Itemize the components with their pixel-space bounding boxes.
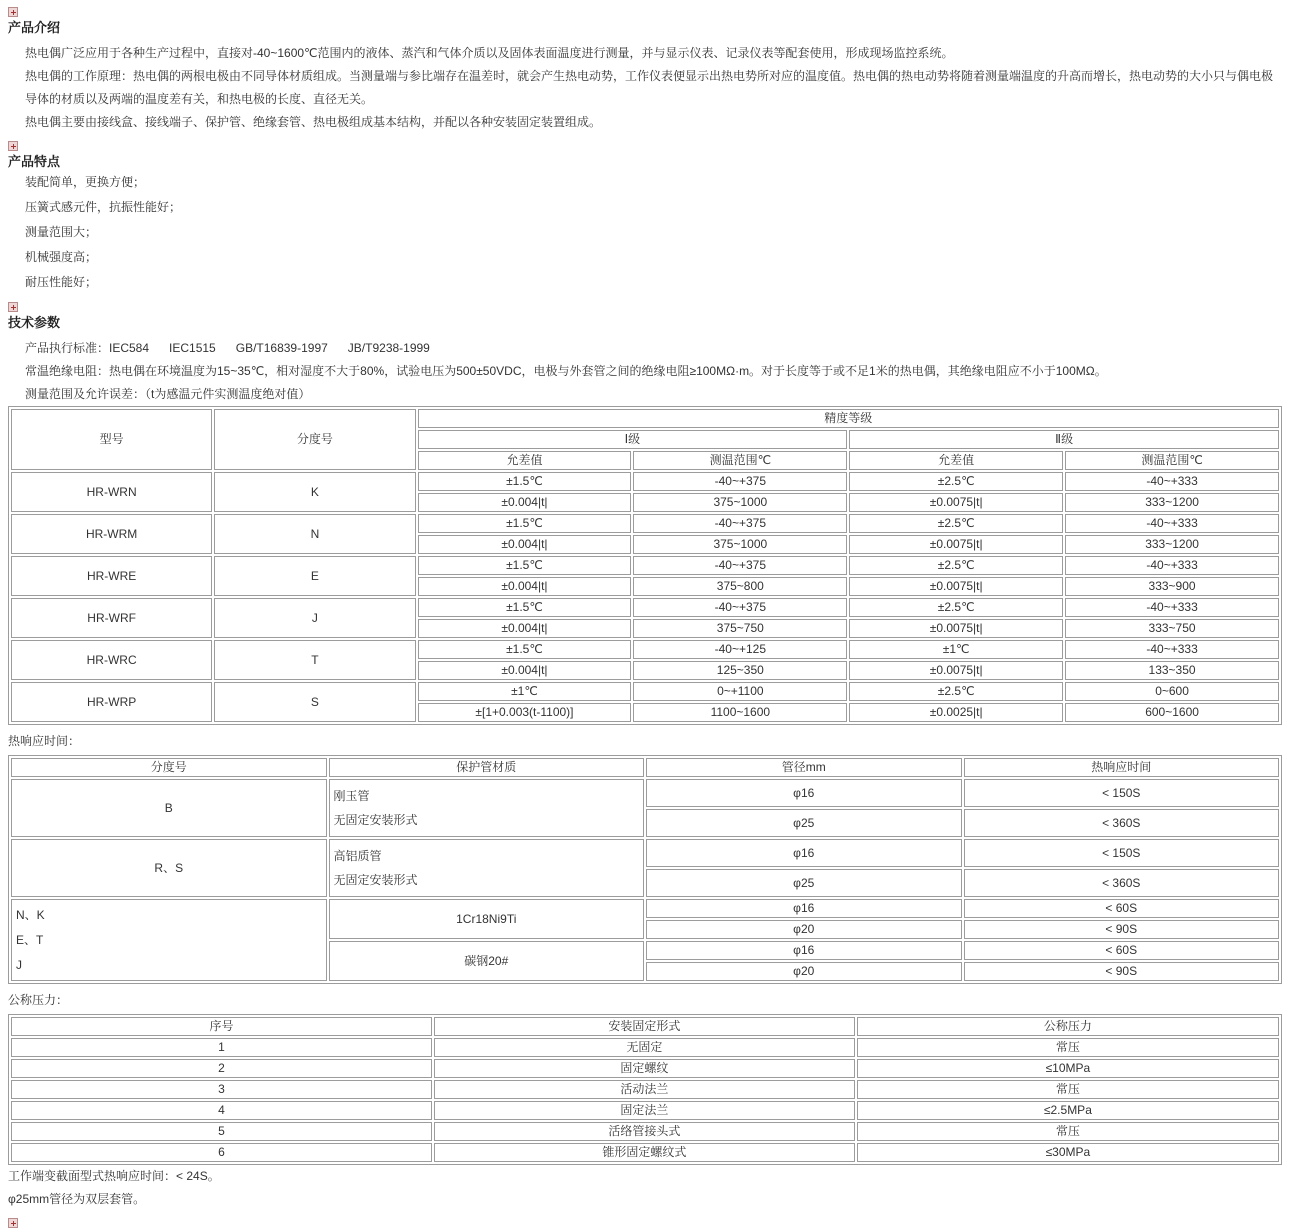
mount-type-cell: 活动法兰 — [434, 1080, 855, 1099]
broken-image-row — [8, 6, 1282, 17]
range-cell: -40~+333 — [1065, 472, 1279, 491]
range-cell: 0~600 — [1065, 682, 1279, 701]
footer-note-1: 工作端变截面型式热响应时间：< 24S。 — [8, 1169, 220, 1183]
tolerance-cell: ±0.004|t| — [418, 661, 632, 680]
pressure-cell: 常压 — [857, 1122, 1279, 1141]
range-cell: 333~900 — [1065, 577, 1279, 596]
range-tolerance-table — [8, 406, 1282, 725]
tolerance-cell: ±1.5℃ — [418, 472, 632, 491]
col-header-mount-type: 安装固定形式 — [434, 1017, 855, 1036]
col-header-response-time: 热响应时间 — [964, 758, 1280, 777]
graduation-cell: E — [214, 556, 415, 596]
response-time-cell: < 150S — [964, 779, 1280, 807]
table-row — [11, 1101, 1279, 1120]
range-cell: 0~+1100 — [633, 682, 847, 701]
range-cell: -40~+333 — [1065, 640, 1279, 659]
tolerance-cell: ±2.5℃ — [849, 556, 1063, 575]
table-row — [11, 1080, 1279, 1099]
range-cell: 600~1600 — [1065, 703, 1279, 722]
range-cell: -40~+375 — [633, 472, 847, 491]
broken-image-row — [8, 301, 1282, 312]
broken-image-icon — [8, 7, 18, 17]
table-row — [11, 640, 1279, 659]
table-row — [11, 839, 1279, 867]
tolerance-cell: ±2.5℃ — [849, 682, 1063, 701]
tolerance-cell: ±2.5℃ — [849, 514, 1063, 533]
col-header-accuracy: 精度等级 — [418, 409, 1279, 428]
standards-line: 产品执行标准：IEC584 IEC1515 GB/T16839-1997 JB/T9238-1999 — [25, 341, 430, 355]
material-line: 高铝质管 — [333, 849, 382, 863]
tolerance-cell: ±0.0025|t| — [849, 703, 1063, 722]
material-cell: 碳钢20# — [329, 941, 645, 981]
model-cell: HR-WRM — [11, 514, 212, 554]
tolerance-cell: ±1℃ — [418, 682, 632, 701]
tolerance-cell: ±1.5℃ — [418, 598, 632, 617]
range-cell: -40~+125 — [633, 640, 847, 659]
col-header-range: 测温范围℃ — [633, 451, 847, 470]
range-cell: -40~+375 — [633, 514, 847, 533]
table-row — [11, 779, 1279, 807]
table-row — [11, 514, 1279, 533]
tolerance-cell: ±1.5℃ — [418, 556, 632, 575]
table-header-row — [11, 409, 1279, 428]
range-cell: 375~800 — [633, 577, 847, 596]
feature-item-4: 机械强度高； — [25, 250, 98, 264]
feature-item-5: 耐压性能好； — [25, 275, 98, 289]
section-title-intro: 产品介绍 — [8, 20, 61, 35]
section-title-features: 产品特点 — [8, 154, 61, 169]
response-time-cell: < 360S — [964, 809, 1280, 837]
col-header-graduation: 分度号 — [214, 409, 415, 470]
graduation-line: J — [16, 957, 22, 972]
mount-type-cell: 固定螺纹 — [434, 1059, 855, 1078]
tolerance-cell: ±0.004|t| — [418, 493, 632, 512]
model-cell: HR-WRE — [11, 556, 212, 596]
table-row — [11, 682, 1279, 701]
graduation-cell: J — [214, 598, 415, 638]
graduation-cell: N — [214, 514, 415, 554]
tolerance-cell: ±0.004|t| — [418, 577, 632, 596]
mount-type-cell: 锥形固定螺纹式 — [434, 1143, 855, 1162]
thermal-response-table — [8, 755, 1282, 984]
model-cell: HR-WRN — [11, 472, 212, 512]
graduation-cell — [11, 899, 327, 981]
col-header-class2: Ⅱ级 — [849, 430, 1279, 449]
pressure-cell: 常压 — [857, 1080, 1279, 1099]
intro-paragraph-2: 热电偶的工作原理：热电偶的两根电极由不同导体材质组成。当测量端与参比端存在温差时，就会产生热电动势，工作仪表便显示出热电势所对应的温度值。热电偶的热电动势将随着测量端温度的升高而增长，热电动势的大小只与偶电极导体的材质以及两端的温度差有关，和热电极的长度、直径无关。 — [25, 69, 1274, 106]
footer-note-2: φ25mm管径为双层套管。 — [8, 1192, 146, 1206]
table-row — [11, 1059, 1279, 1078]
tolerance-cell: ±0.004|t| — [418, 619, 632, 638]
table-row — [11, 1122, 1279, 1141]
intro-paragraph-3: 热电偶主要由接线盒、接线端子、保护管、绝缘套管、热电极组成基本结构，并配以各种安装固定装置组成。 — [25, 115, 602, 129]
intro-paragraphs — [8, 42, 1282, 134]
col-header-range: 测温范围℃ — [1065, 451, 1279, 470]
range-cell: 333~1200 — [1065, 493, 1279, 512]
nominal-pressure-table — [8, 1014, 1282, 1165]
pressure-cell: ≤2.5MPa — [857, 1101, 1279, 1120]
response-time-cell: < 150S — [964, 839, 1280, 867]
range-cell: 375~1000 — [633, 535, 847, 554]
table-row — [11, 1038, 1279, 1057]
response-time-cell: < 90S — [964, 962, 1280, 981]
number-cell: 4 — [11, 1101, 432, 1120]
range-error-line: 测量范围及允许误差：（t为感温元件实测温度绝对值） — [25, 387, 311, 401]
range-cell: -40~+333 — [1065, 556, 1279, 575]
tolerance-cell: ±[1+0.003(t-1100)] — [418, 703, 632, 722]
range-cell: -40~+333 — [1065, 514, 1279, 533]
range-cell: -40~+333 — [1065, 598, 1279, 617]
col-header-tolerance: 允差值 — [849, 451, 1063, 470]
broken-image-row — [8, 1217, 1282, 1228]
graduation-cell: R、S — [11, 839, 327, 897]
range-cell: 333~1200 — [1065, 535, 1279, 554]
col-header-material: 保护管材质 — [329, 758, 645, 777]
number-cell: 5 — [11, 1122, 432, 1141]
tolerance-cell: ±0.004|t| — [418, 535, 632, 554]
col-header-class1: Ⅰ级 — [418, 430, 848, 449]
col-header-model: 型号 — [11, 409, 212, 470]
graduation-line: E、T — [16, 932, 44, 947]
diameter-cell: φ16 — [646, 839, 962, 867]
insulation-line: 常温绝缘电阻：热电偶在环境温度为15~35℃，相对湿度不大于80%，试验电压为500±50VDC，电极与外套管之间的绝缘电阻≥100MΩ·m。对于长度等于或不足1米的热电偶，其绝缘电阻应不小于100MΩ。 — [25, 364, 1107, 378]
graduation-cell: K — [214, 472, 415, 512]
col-header-number: 序号 — [11, 1017, 432, 1036]
pressure-cell: ≤30MPa — [857, 1143, 1279, 1162]
broken-image-row — [8, 140, 1282, 151]
model-cell: HR-WRF — [11, 598, 212, 638]
tolerance-cell: ±0.0075|t| — [849, 493, 1063, 512]
table-row — [11, 556, 1279, 575]
col-header-diameter: 管径mm — [646, 758, 962, 777]
table-row — [11, 1143, 1279, 1162]
range-cell: 125~350 — [633, 661, 847, 680]
range-cell: 133~350 — [1065, 661, 1279, 680]
pressure-cell: 常压 — [857, 1038, 1279, 1057]
tolerance-cell: ±1℃ — [849, 640, 1063, 659]
broken-image-icon — [8, 302, 18, 312]
number-cell: 3 — [11, 1080, 432, 1099]
material-cell — [329, 779, 645, 837]
model-cell: HR-WRP — [11, 682, 212, 722]
material-cell — [329, 839, 645, 897]
feature-item-1: 装配简单，更换方便； — [25, 175, 146, 189]
table-row — [11, 472, 1279, 491]
diameter-cell: φ16 — [646, 899, 962, 918]
diameter-cell: φ20 — [646, 962, 962, 981]
tolerance-cell: ±2.5℃ — [849, 472, 1063, 491]
material-cell: 1Cr18Ni9Ti — [329, 899, 645, 939]
thermal-response-label: 热响应时间： — [8, 734, 81, 748]
table-header-row — [11, 1017, 1279, 1036]
pressure-label: 公称压力： — [8, 993, 69, 1007]
range-cell: -40~+375 — [633, 556, 847, 575]
graduation-cell: T — [214, 640, 415, 680]
range-cell: 1100~1600 — [633, 703, 847, 722]
diameter-cell: φ16 — [646, 941, 962, 960]
tolerance-cell: ±2.5℃ — [849, 598, 1063, 617]
col-header-tolerance: 允差值 — [418, 451, 632, 470]
tolerance-cell: ±0.0075|t| — [849, 577, 1063, 596]
response-time-cell: < 90S — [964, 920, 1280, 939]
diameter-cell: φ16 — [646, 779, 962, 807]
mount-type-cell: 固定法兰 — [434, 1101, 855, 1120]
range-cell: 375~1000 — [633, 493, 847, 512]
tolerance-cell: ±1.5℃ — [418, 514, 632, 533]
response-time-cell: < 360S — [964, 869, 1280, 897]
intro-paragraph-1: 热电偶广泛应用于各种生产过程中，直接对-40~1600℃范围内的液体、蒸汽和气体介质以及固体表面温度进行测量，并与显示仪表、记录仪表等配套使用，形成现场监控系统。 — [25, 46, 954, 60]
graduation-cell: B — [11, 779, 327, 837]
col-header-graduation: 分度号 — [11, 758, 327, 777]
mount-type-cell: 无固定 — [434, 1038, 855, 1057]
diameter-cell: φ25 — [646, 869, 962, 897]
range-cell: 333~750 — [1065, 619, 1279, 638]
number-cell: 6 — [11, 1143, 432, 1162]
diameter-cell: φ25 — [646, 809, 962, 837]
section-title-tech: 技术参数 — [8, 315, 61, 330]
diameter-cell: φ20 — [646, 920, 962, 939]
model-cell: HR-WRC — [11, 640, 212, 680]
col-header-pressure: 公称压力 — [857, 1017, 1279, 1036]
range-cell: -40~+375 — [633, 598, 847, 617]
feature-item-2: 压簧式感元件，抗振性能好； — [25, 200, 182, 214]
range-cell: 375~750 — [633, 619, 847, 638]
feature-item-3: 测量范围大； — [25, 225, 98, 239]
tolerance-cell: ±0.0075|t| — [849, 661, 1063, 680]
response-time-cell: < 60S — [964, 899, 1280, 918]
material-line: 无固定安装形式 — [333, 873, 418, 887]
material-line: 无固定安装形式 — [333, 813, 418, 827]
graduation-line: N、K — [16, 907, 45, 922]
broken-image-icon — [8, 141, 18, 151]
tolerance-cell: ±0.0075|t| — [849, 619, 1063, 638]
graduation-cell: S — [214, 682, 415, 722]
table-row — [11, 598, 1279, 617]
material-line: 刚玉管 — [333, 789, 370, 803]
number-cell: 2 — [11, 1059, 432, 1078]
broken-image-icon — [8, 1218, 18, 1228]
mount-type-cell: 活络管接头式 — [434, 1122, 855, 1141]
pressure-cell: ≤10MPa — [857, 1059, 1279, 1078]
response-time-cell: < 60S — [964, 941, 1280, 960]
tolerance-cell: ±0.0075|t| — [849, 535, 1063, 554]
table-header-row — [11, 758, 1279, 777]
number-cell: 1 — [11, 1038, 432, 1057]
table-row — [11, 899, 1279, 918]
tolerance-cell: ±1.5℃ — [418, 640, 632, 659]
